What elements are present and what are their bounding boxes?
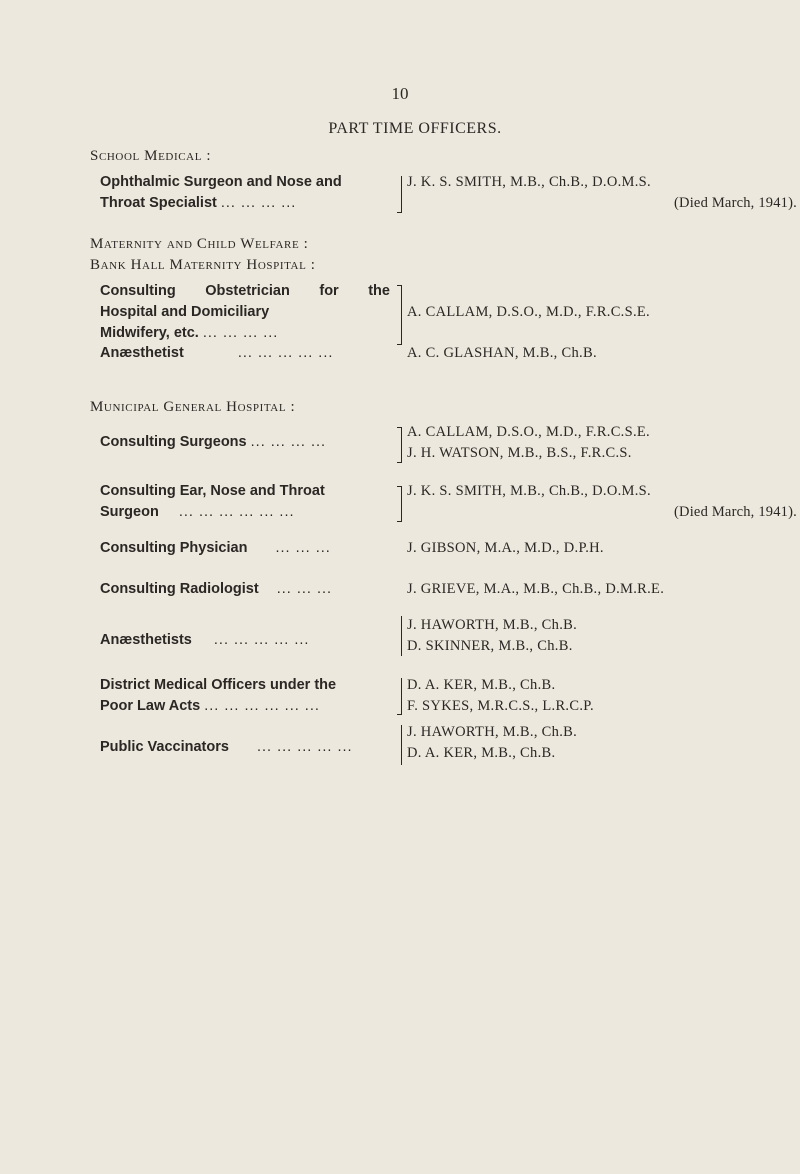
role-word: Consulting — [100, 283, 176, 299]
role-text: Consulting Radiologist — [100, 581, 259, 597]
leader-dots: ... ... ... ... ... ... — [204, 698, 320, 714]
names-consulting-ent — [407, 481, 797, 523]
role-consulting-physician — [100, 538, 331, 559]
role-consulting-radiologist — [100, 579, 332, 600]
role-text: Consulting Surgeons — [100, 434, 247, 450]
leader-dots: ... ... ... ... ... — [256, 739, 353, 755]
brace — [397, 678, 402, 715]
names-anaesthetist — [407, 343, 597, 364]
role-ophthalmic-surgeon — [100, 172, 342, 214]
role-line: Consulting Ear, Nose and Throat — [100, 483, 325, 499]
role-line: District Medical Officers under the — [100, 677, 337, 693]
role-text: Anæsthetist — [100, 345, 184, 361]
names-anaesthetists — [407, 615, 577, 657]
role-text: Throat Specialist — [100, 195, 217, 211]
names-consulting-obstetrician — [407, 302, 650, 323]
names-public-vaccinators — [407, 722, 577, 764]
role-line — [100, 432, 326, 453]
officer-name: A. CALLAM, D.S.O., M.D., F.R.C.S.E. — [407, 424, 650, 440]
page-number: 10 — [391, 84, 409, 103]
names-consulting-radiologist — [407, 579, 664, 600]
brace — [397, 285, 402, 345]
section-heading-maternity: Maternity and Child Welfare : — [90, 236, 309, 252]
brace — [397, 616, 402, 656]
leader-dots: ... ... ... ... — [220, 195, 297, 211]
officer-name: J. K. S. SMITH, M.B., Ch.B., D.O.M.S. — [407, 174, 651, 190]
brace — [397, 427, 402, 463]
role-anaesthetists — [100, 630, 309, 651]
role-line — [100, 696, 336, 717]
officer-note: (Died March, 1941). — [674, 195, 797, 211]
section-heading-school-medical: School Medical : — [90, 148, 212, 164]
role-line — [100, 579, 332, 600]
role-text: Surgeon — [100, 504, 159, 520]
leader-dots: ... ... ... ... ... — [237, 345, 334, 361]
role-line — [100, 502, 325, 523]
officer-name: J. H. WATSON, M.B., B.S., F.R.C.S. — [407, 445, 632, 461]
role-line — [100, 737, 353, 758]
leader-dots: ... ... ... ... ... — [213, 632, 310, 648]
officer-name: A. C. GLASHAN, M.B., Ch.B. — [407, 345, 597, 361]
role-word: the — [368, 283, 390, 299]
officer-name: F. SYKES, M.R.C.S., L.R.C.P. — [407, 698, 594, 714]
role-word: for — [319, 283, 339, 299]
role-consulting-surgeons — [100, 432, 326, 453]
role-line — [100, 538, 331, 559]
leader-dots: ... ... ... — [276, 581, 333, 597]
role-consulting-ent — [100, 481, 325, 523]
role-district-medical-officers — [100, 675, 336, 717]
brace — [397, 725, 402, 765]
role-text: Midwifery, etc. — [100, 325, 199, 341]
role-consulting-obstetrician — [100, 281, 390, 344]
role-text: Public Vaccinators — [100, 739, 229, 755]
role-text: Anæsthetists — [100, 632, 192, 648]
names-consulting-physician — [407, 538, 604, 559]
role-line: Ophthalmic Surgeon and Nose and — [100, 174, 342, 190]
leader-dots: ... ... ... ... ... ... — [178, 504, 295, 520]
section-heading-bank-hall: Bank Hall Maternity Hospital : — [90, 257, 316, 273]
role-line — [100, 281, 390, 302]
brace — [397, 176, 402, 213]
brace — [397, 486, 402, 522]
leader-dots: ... ... ... — [275, 540, 331, 556]
role-line: Hospital and Domiciliary — [100, 304, 270, 320]
officer-name: J. GRIEVE, M.A., M.B., Ch.B., D.M.R.E. — [407, 581, 665, 597]
page-title: PART TIME OFFICERS. — [328, 120, 502, 137]
officer-name: D. A. KER, M.B., Ch.B. — [407, 677, 556, 693]
role-text: Poor Law Acts — [100, 698, 201, 714]
names-ophthalmic-surgeon — [407, 172, 797, 214]
role-anaesthetist — [100, 343, 333, 364]
names-consulting-surgeons — [407, 422, 650, 464]
role-text: Consulting Physician — [100, 540, 248, 556]
officer-name: J. HAWORTH, M.B., Ch.B. — [407, 724, 578, 740]
role-line — [100, 323, 390, 344]
officer-name: D. A. KER, M.B., Ch.B. — [407, 745, 556, 761]
officer-name: J. GIBSON, M.A., M.D., D.P.H. — [407, 540, 604, 556]
section-heading-municipal: Municipal General Hospital : — [90, 399, 296, 415]
role-line — [100, 630, 309, 651]
leader-dots: ... ... ... ... — [250, 434, 327, 450]
role-line — [100, 193, 342, 214]
names-district-medical-officers — [407, 675, 594, 717]
role-line — [100, 343, 333, 364]
officer-name: J. HAWORTH, M.B., Ch.B. — [407, 617, 578, 633]
role-public-vaccinators — [100, 737, 353, 758]
officer-name: J. K. S. SMITH, M.B., Ch.B., D.O.M.S. — [407, 483, 651, 499]
leader-dots: ... ... ... ... — [202, 325, 279, 341]
officer-name: D. SKINNER, M.B., Ch.B. — [407, 638, 573, 654]
officer-name: A. CALLAM, D.S.O., M.D., F.R.C.S.E. — [407, 304, 650, 320]
role-word: Obstetrician — [205, 283, 290, 299]
officer-note: (Died March, 1941). — [674, 504, 797, 520]
